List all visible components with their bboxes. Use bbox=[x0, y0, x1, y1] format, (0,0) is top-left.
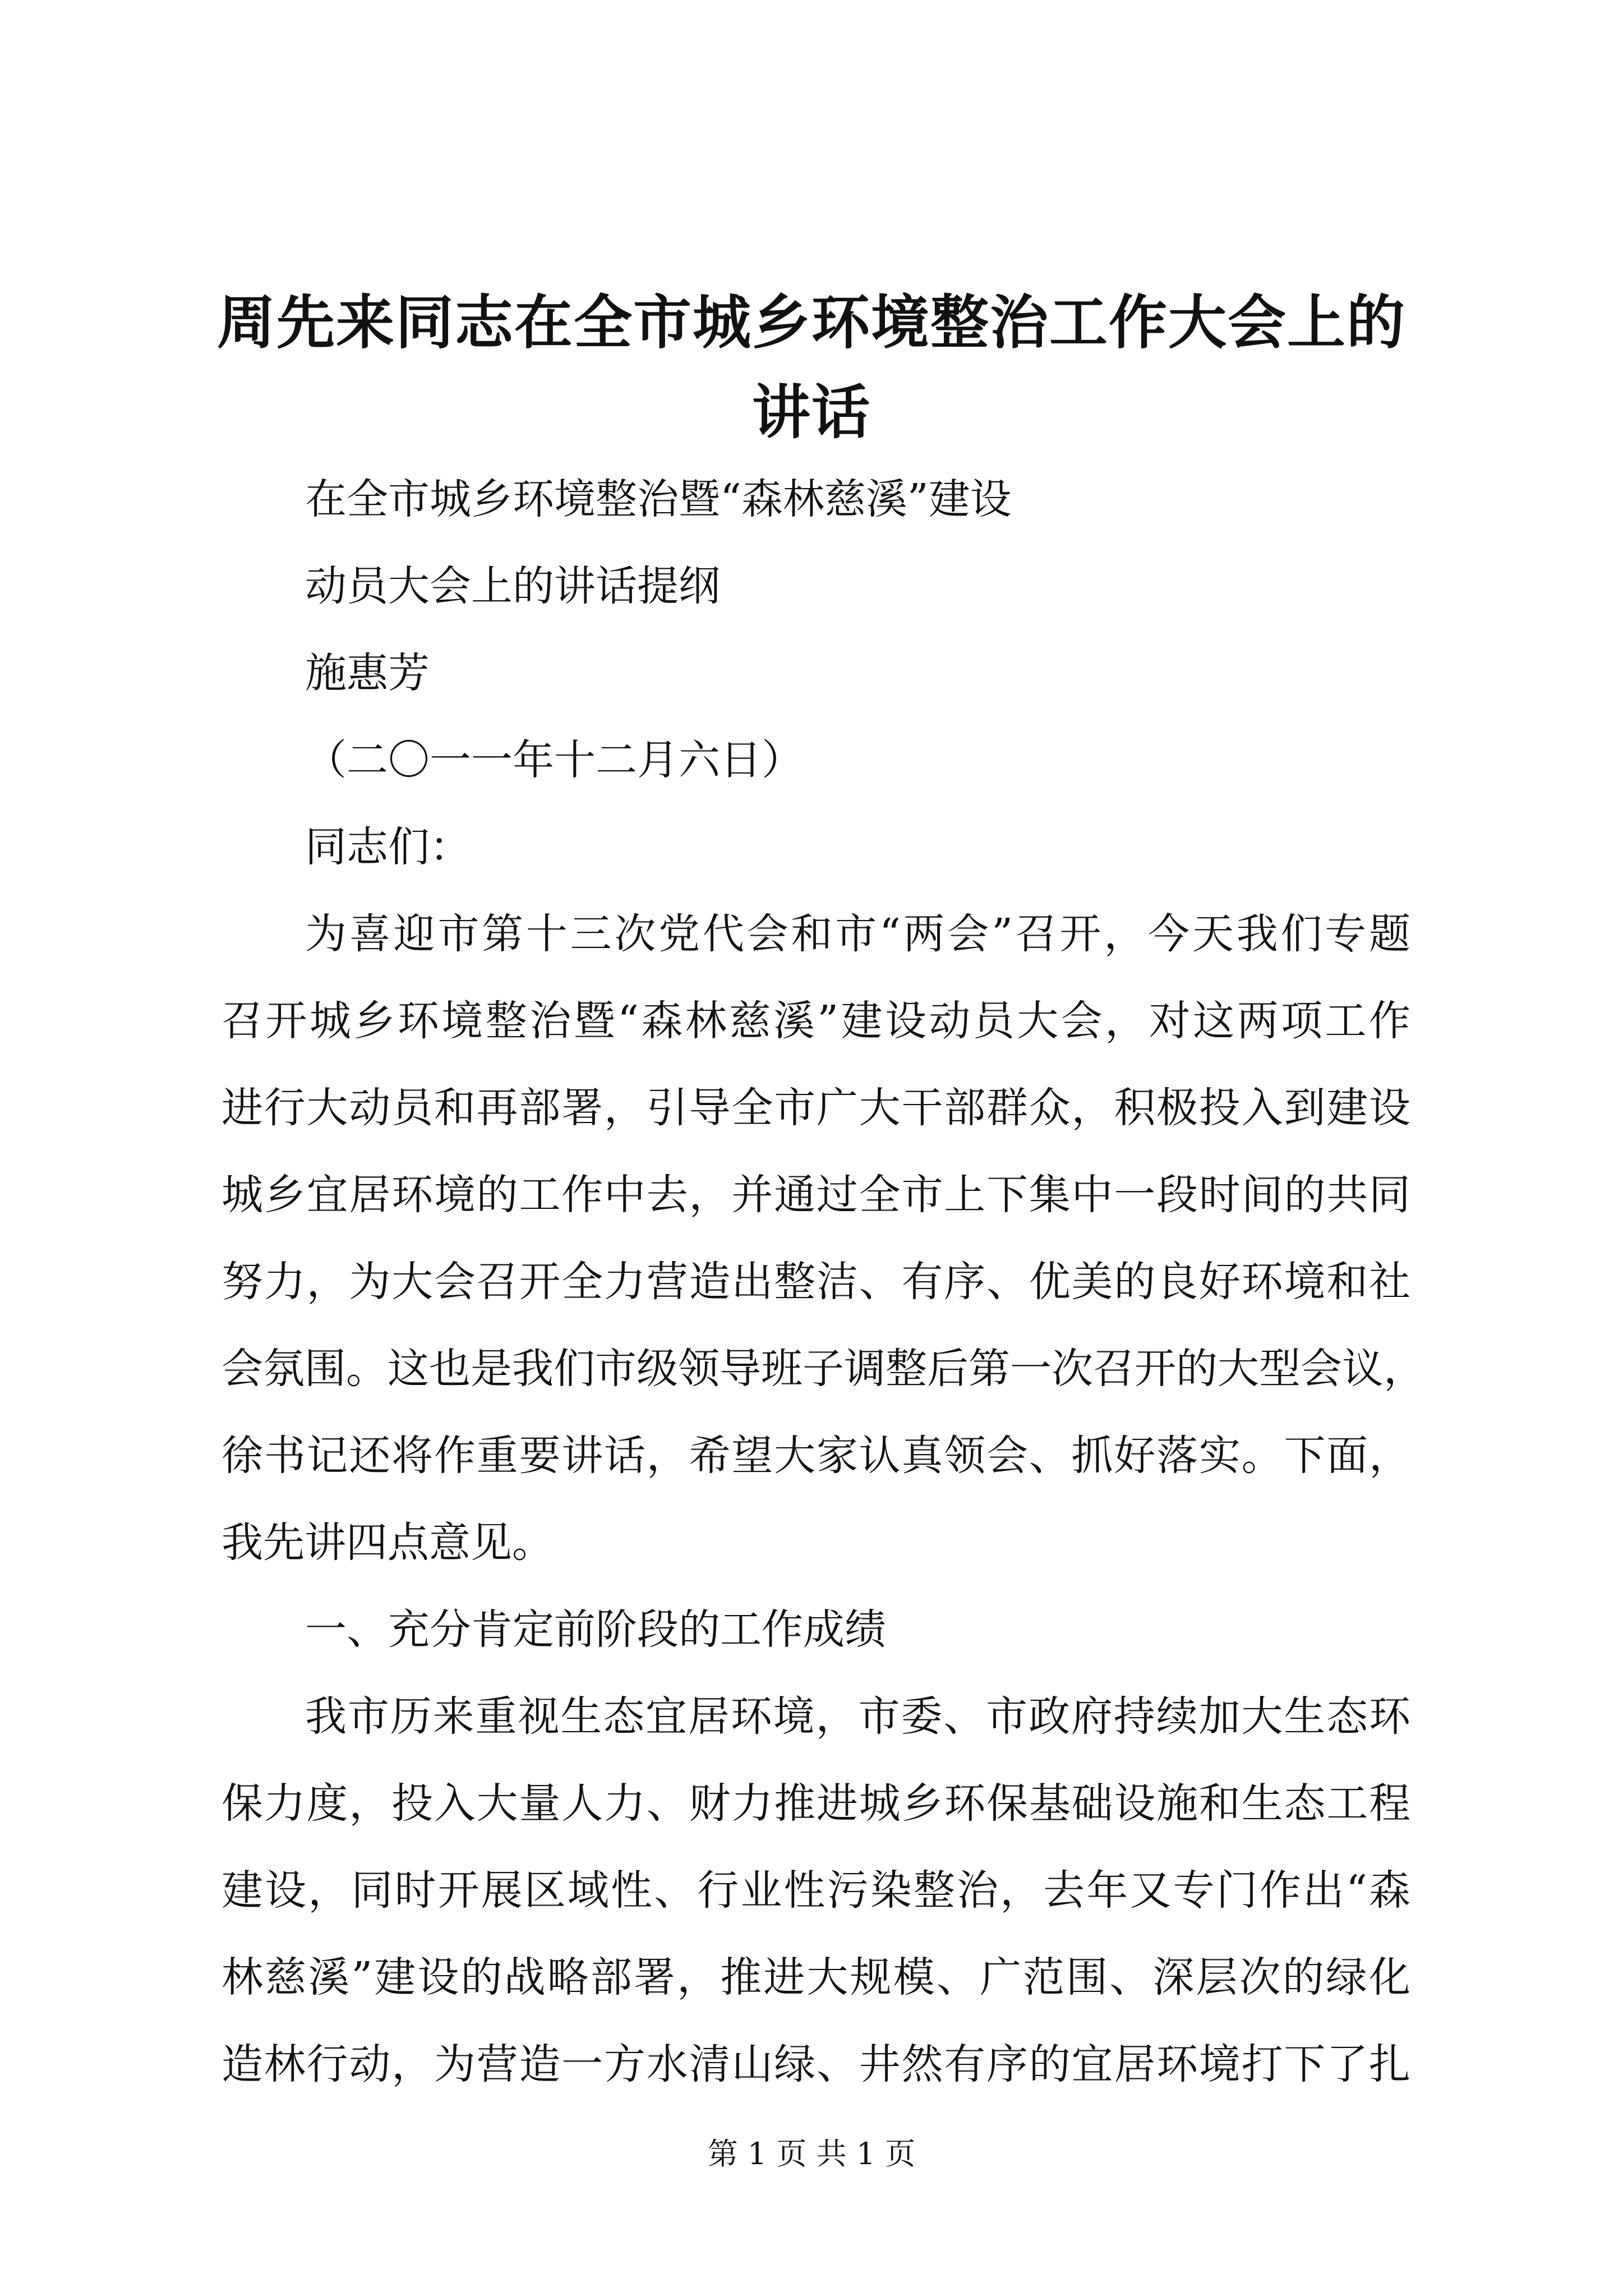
section-heading-1: 一、充分肯定前阶段的工作成绩 bbox=[305, 1605, 886, 1654]
paragraph-line: 保力度，投入大量人力、财力推进城乡环保基础设施和生态工程 bbox=[222, 1779, 1410, 1828]
subtitle-line-2: 动员大会上的讲话提纲 bbox=[305, 562, 720, 610]
page-footer: 第 1 页 共 1 页 bbox=[707, 2136, 916, 2171]
salutation: 同志们： bbox=[305, 823, 471, 871]
paragraph-line: 建设，同时开展区域性、行业性污染整治，去年又专门作出“森 bbox=[222, 1866, 1410, 1915]
title-line-2: 讲话 bbox=[751, 378, 871, 447]
speech-date: （二〇一一年十二月六日） bbox=[305, 736, 803, 784]
paragraph-line: 林慈溪”建设的战略部署，推进大规模、广范围、深层次的绿化 bbox=[222, 1953, 1410, 2001]
subtitle-line-1: 在全市城乡环境整治暨“森林慈溪”建设 bbox=[305, 475, 1012, 523]
paragraph-line: 城乡宜居环境的工作中去，并通过全市上下集中一段时间的共同 bbox=[222, 1171, 1410, 1219]
paragraph-line: 为喜迎市第十三次党代会和市“两会”召开，今天我们专题 bbox=[305, 910, 1410, 958]
author-name: 施惠芳 bbox=[305, 649, 430, 697]
paragraph-line: 努力，为大会召开全力营造出整洁、有序、优美的良好环境和社 bbox=[222, 1258, 1410, 1306]
paragraph-line: 我先讲四点意见。 bbox=[222, 1519, 554, 1567]
paragraph-line: 会氛围。这也是我们市级领导班子调整后第一次召开的大型会议， bbox=[222, 1345, 1425, 1393]
paragraph-line: 我市历来重视生态宜居环境，市委、市政府持续加大生态环 bbox=[305, 1692, 1410, 1741]
title-line-1: 周先来同志在全市城乡环境整治工作大会上的 bbox=[216, 288, 1406, 357]
paragraph-line: 徐书记还将作重要讲话，希望大家认真领会、抓好落实。下面， bbox=[222, 1432, 1410, 1480]
document-title bbox=[168, 278, 1455, 457]
paragraph-line: 进行大动员和再部署，引导全市广大干部群众，积极投入到建设 bbox=[222, 1084, 1410, 1132]
paragraph-line: 召开城乡环境整治暨“森林慈溪”建设动员大会，对这两项工作 bbox=[222, 997, 1410, 1045]
paragraph-line: 造林行动，为营造一方水清山绿、井然有序的宜居环境打下了扎 bbox=[222, 2040, 1410, 2088]
